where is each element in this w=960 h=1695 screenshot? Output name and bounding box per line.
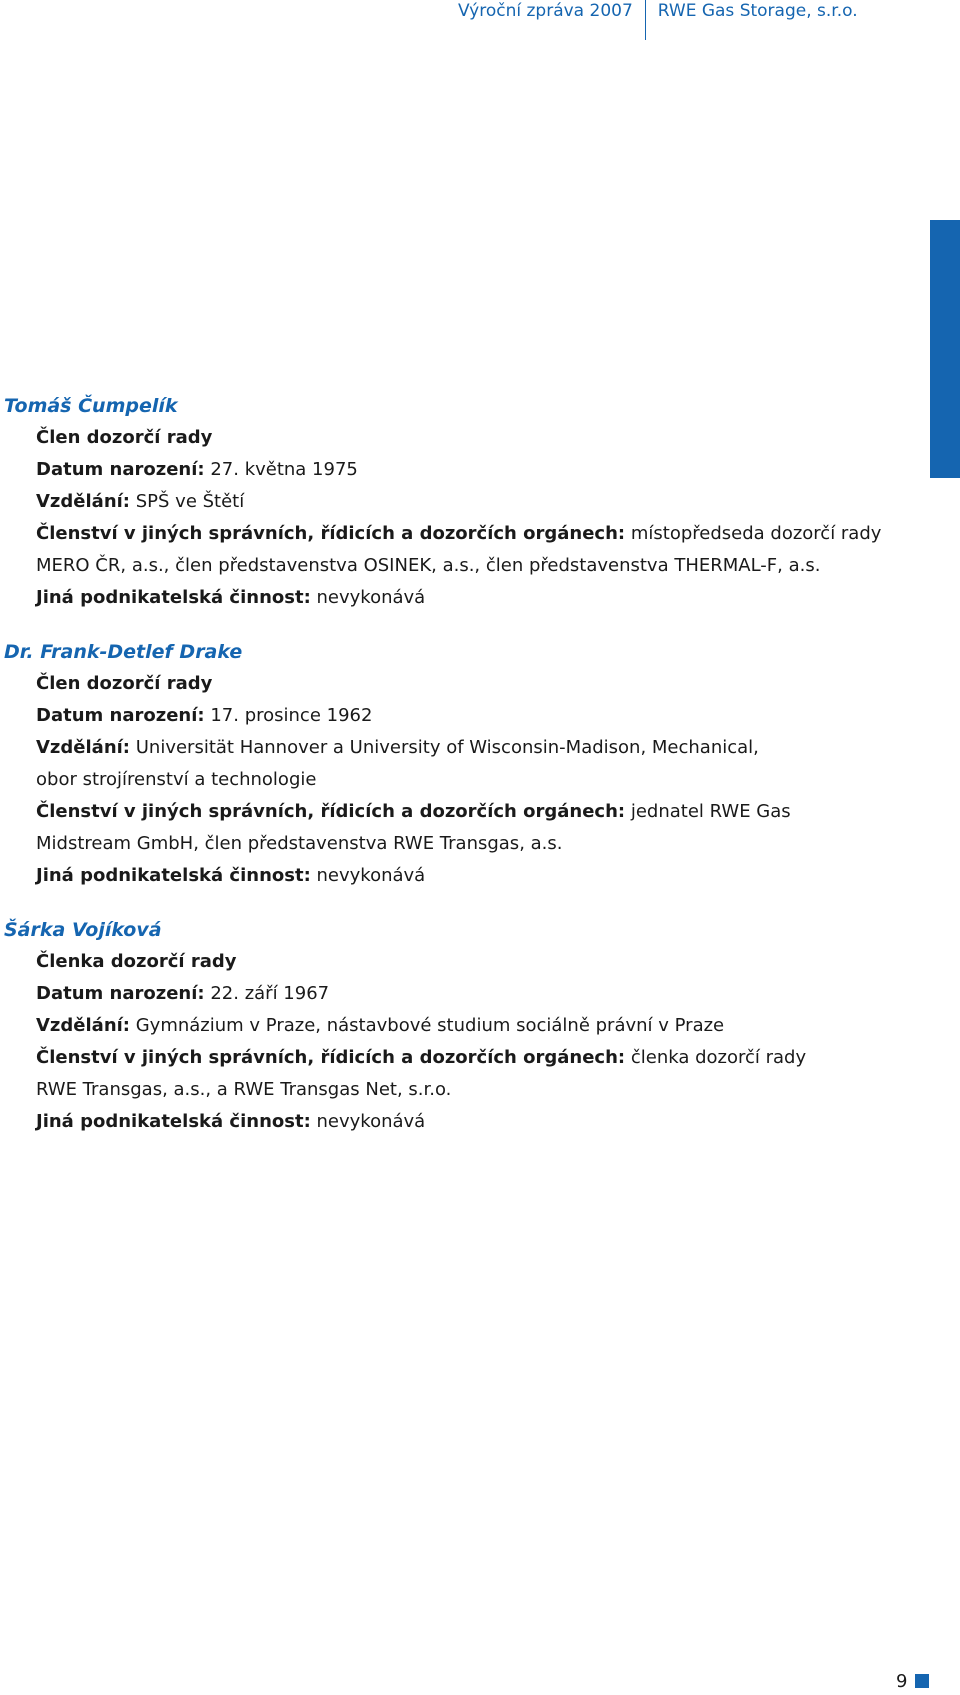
birth-date-label: Datum narození: [36,983,205,1004]
other-activity-label: Jiná podnikatelská činnost: [36,865,311,886]
report-title: Výroční zpráva 2007 [458,1,633,21]
page-header [458,0,858,40]
other-activity-label: Jiná podnikatelská činnost: [36,587,311,608]
person-role: Členka dozorčí rady [36,951,237,972]
other-activity-value: nevykonává [316,1111,426,1132]
education-label: Vzdělání: [36,491,130,512]
other-activity-line [36,1106,900,1138]
other-activity-value: nevykonává [316,865,426,886]
education-continuation: obor strojírenství a technologie [36,769,317,790]
other-activity-line [36,582,900,614]
company-name: RWE Gas Storage, s.r.o. [657,1,858,21]
membership-line [36,518,900,550]
other-activity-value: nevykonává [316,587,426,608]
membership-label: Členství v jiných správních, řídicích a dozorčích orgánech: [36,1047,626,1068]
membership-label: Členství v jiných správních, řídicích a dozorčích orgánech: [36,523,626,544]
birth-date-line [36,978,900,1010]
other-activity-label: Jiná podnikatelská činnost: [36,1111,311,1132]
education-line [36,1010,900,1042]
person-name: Šárka Vojíková [4,919,162,941]
membership-value: místopředseda dozorčí rady [630,523,882,544]
birth-date-value: 27. května 1975 [210,459,358,480]
membership-continuation: MERO ČR, a.s., člen představenstva OSINEK, a.s., člen představenstva THERMAL-F, a.s. [36,555,821,576]
person-entry [0,636,900,892]
membership-line [36,1042,900,1074]
birth-date-label: Datum narození: [36,705,205,726]
person-details [36,946,900,1138]
page-number: 9 [896,1671,908,1692]
person-name: Tomáš Čumpelík [4,395,178,417]
board-members [0,390,900,1160]
education-value: Gymnázium v Praze, nástavbové studium sociálně právní v Praze [135,1015,725,1036]
person-role: Člen dozorčí rady [36,673,213,694]
birth-date-line [36,454,900,486]
side-tab-marker [930,220,960,478]
membership-value: členka dozorčí rady [630,1047,807,1068]
education-label: Vzdělání: [36,737,130,758]
person-name: Dr. Frank-Detlef Drake [4,641,243,663]
page-marker-square [915,1674,929,1688]
person-details [36,668,900,892]
birth-date-value: 22. září 1967 [210,983,330,1004]
membership-line [36,796,900,828]
person-entry [0,390,900,614]
person-details [36,422,900,614]
person-role: Člen dozorčí rady [36,427,213,448]
birth-date-label: Datum narození: [36,459,205,480]
membership-continuation: Midstream GmbH, člen představenstva RWE Transgas, a.s. [36,833,563,854]
birth-date-line [36,700,900,732]
membership-label: Členství v jiných správních, řídicích a dozorčích orgánech: [36,801,626,822]
birth-date-value: 17. prosince 1962 [210,705,373,726]
person-entry [0,914,900,1138]
education-line [36,486,900,518]
education-value: SPŠ ve Štětí [135,491,245,512]
education-value: Universität Hannover a University of Wisconsin-Madison, Mechanical, [135,737,759,758]
membership-continuation: RWE Transgas, a.s., a RWE Transgas Net, s.r.o. [36,1079,452,1100]
education-label: Vzdělání: [36,1015,130,1036]
other-activity-line [36,860,900,892]
education-line [36,732,900,764]
membership-value: jednatel RWE Gas [630,801,791,822]
